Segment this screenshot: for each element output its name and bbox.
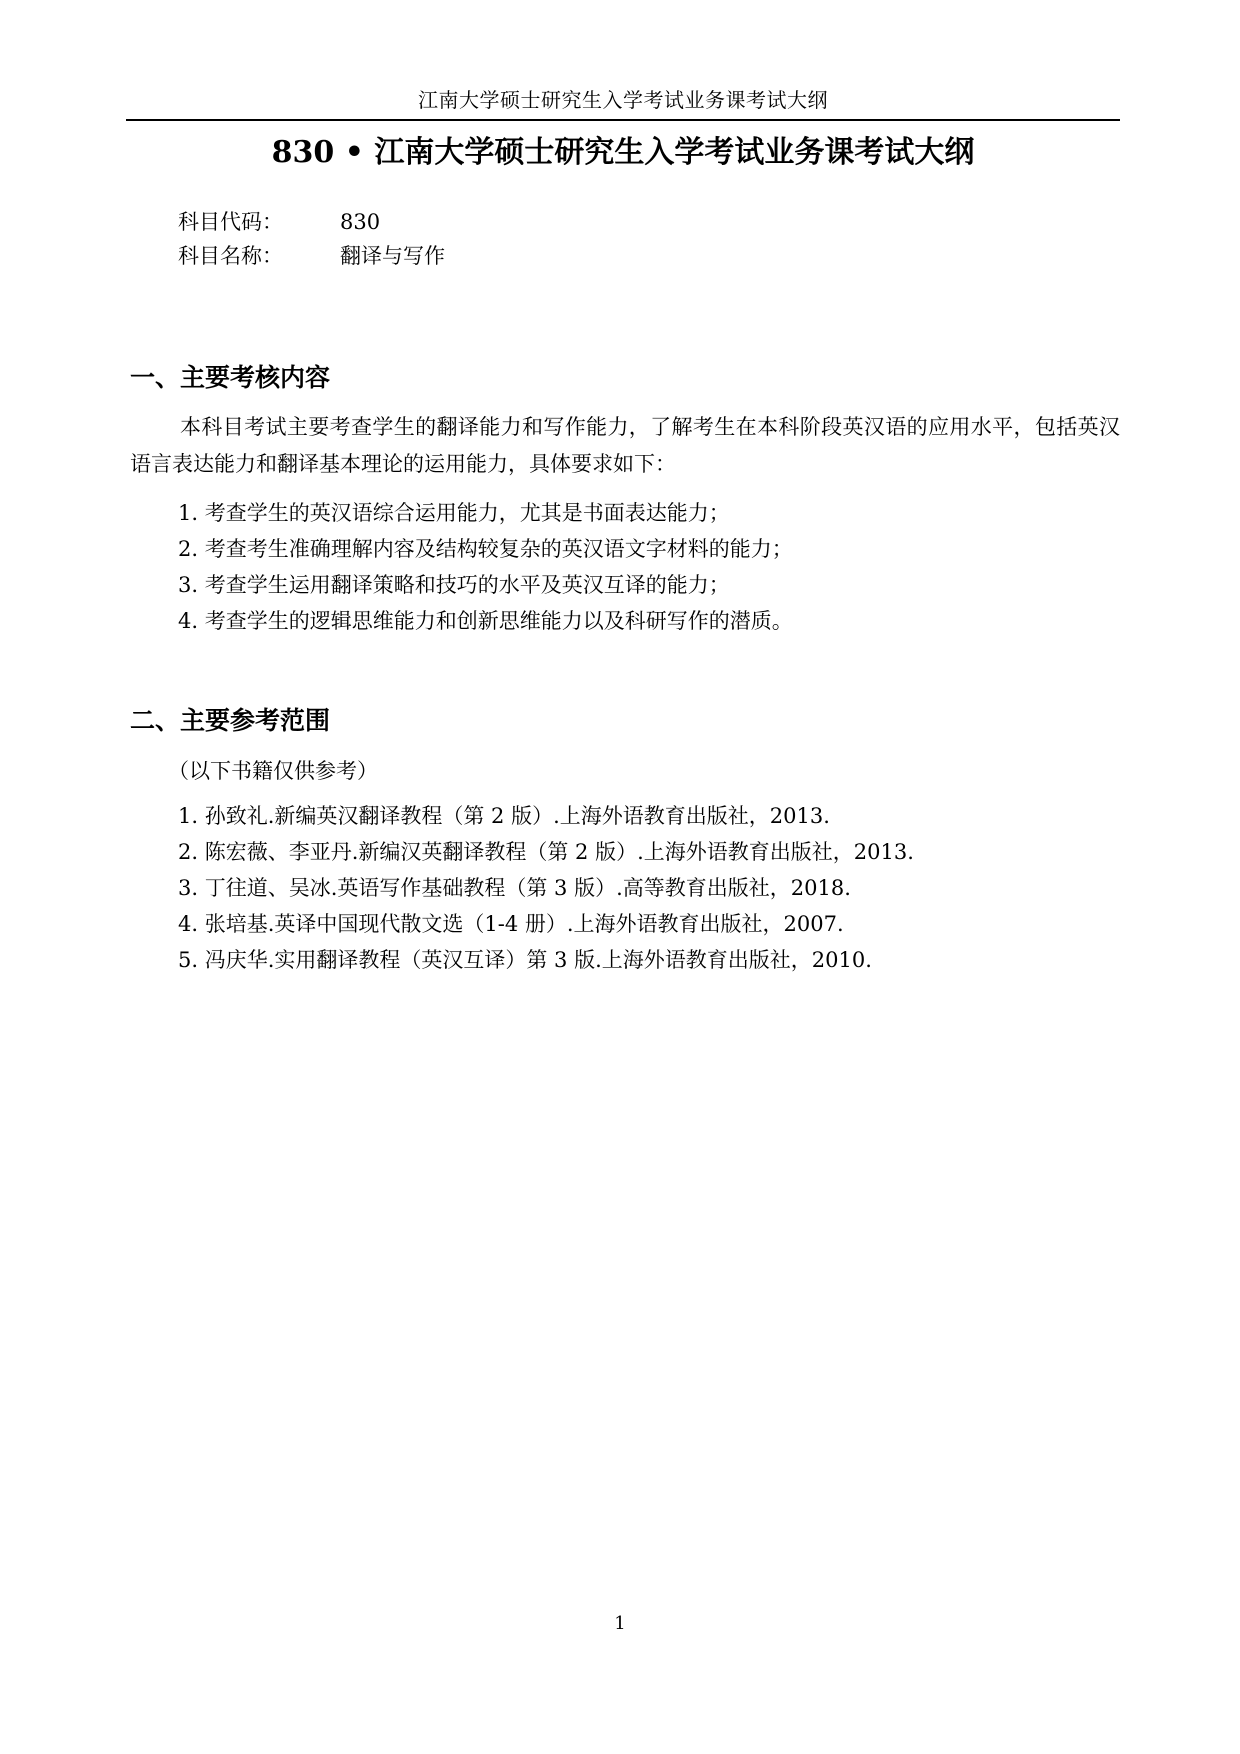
- subject-name-row: [178, 240, 445, 272]
- subject-code-label: 科目代码：: [178, 210, 283, 234]
- document-title: 830 • 江南大学硕士研究生入学考试业务课考试大纲: [271, 135, 975, 170]
- subject-code-value: 830: [340, 210, 381, 234]
- reference-note: （以下书籍仅供参考）: [168, 759, 378, 783]
- section-2-heading: 二、主要参考范围: [130, 706, 331, 735]
- section-1-intro: 本科目考试主要考查学生的翻译能力和写作能力，了解考生在本科阶段英汉语的应用水平，包括英汉语言表达能力和翻译基本理论的运用能力，具体要求如下：: [130, 415, 1120, 476]
- list-item: 4. 张培基.英译中国现代散文选（1-4 册）.上海外语教育出版社，2007.: [178, 912, 844, 936]
- assessment-list: [178, 495, 1118, 639]
- page-number: 1: [614, 1613, 626, 1634]
- subject-name-label: 科目名称：: [178, 244, 283, 268]
- list-item: 4. 考查学生的逻辑思维能力和创新思维能力以及科研写作的潜质。: [178, 609, 793, 633]
- list-item: 1. 考查学生的英汉语综合运用能力，尤其是书面表达能力；: [178, 501, 730, 525]
- list-item: 5. 冯庆华.实用翻译教程（英汉互译）第 3 版.上海外语教育出版社，2010.: [178, 948, 872, 972]
- reference-list: [178, 798, 1118, 978]
- running-header: 江南大学硕士研究生入学考试业务课考试大纲: [418, 88, 828, 112]
- list-item: 3. 考查学生运用翻译策略和技巧的水平及英汉互译的能力；: [178, 573, 730, 597]
- list-item: 2. 陈宏薇、李亚丹.新编汉英翻译教程（第 2 版）.上海外语教育出版社，2013.: [178, 840, 914, 864]
- list-item: 3. 丁往道、吴冰.英语写作基础教程（第 3 版）.高等教育出版社，2018.: [178, 876, 851, 900]
- list-item: 2. 考查考生准确理解内容及结构较复杂的英汉语文字材料的能力；: [178, 537, 793, 561]
- subject-name-value: 翻译与写作: [340, 244, 445, 268]
- section-1-heading: 一、主要考核内容: [130, 363, 331, 392]
- list-item: 1. 孙致礼.新编英汉翻译教程（第 2 版）.上海外语教育出版社，2013.: [178, 804, 830, 828]
- header-rule: [126, 119, 1120, 121]
- subject-code-row: [178, 206, 380, 238]
